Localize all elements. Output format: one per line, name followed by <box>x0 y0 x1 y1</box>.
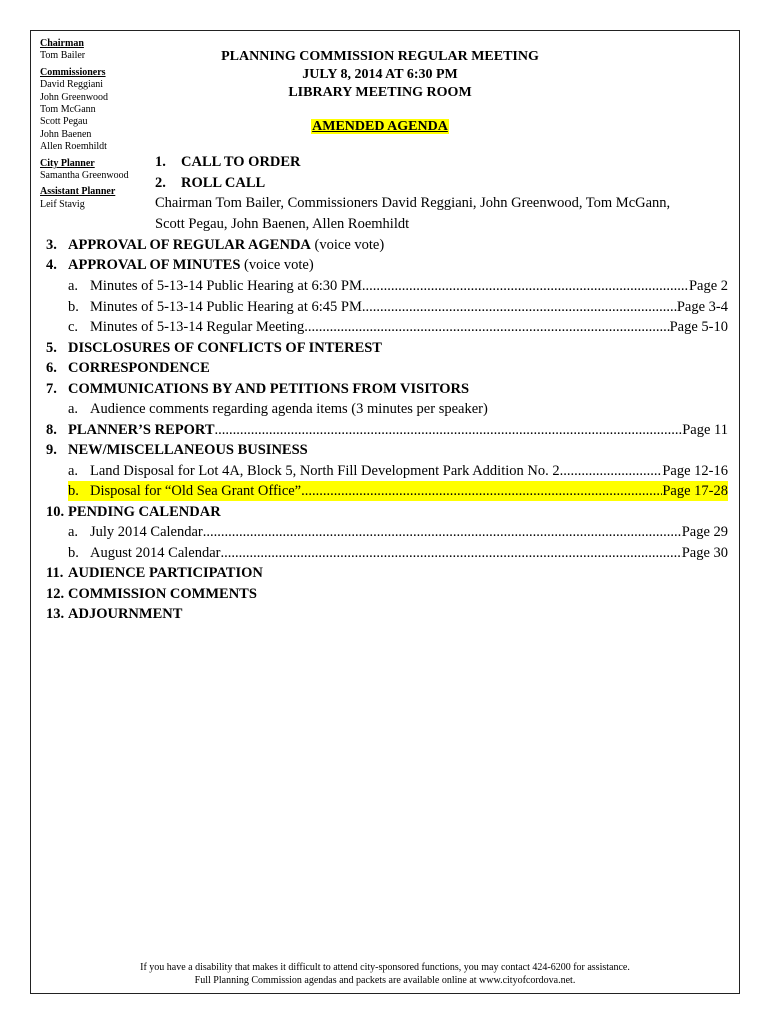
page-reference: Page 29 <box>681 524 728 540</box>
meeting-date: JULY 8, 2014 AT 6:30 PM <box>302 67 458 82</box>
roll-call-detail-line-1: Chairman Tom Bailer, Commissioners David Reggiani, John Greenwood, Tom McGann, <box>155 195 671 211</box>
commissioner-name: Allen Roemhildt <box>40 141 107 153</box>
page-reference: Page 30 <box>681 545 728 561</box>
agenda-item-planners-report: 8. PLANNER’S REPORT ..... Page 11 <box>46 420 728 440</box>
city-planner-name: Samantha Greenwood <box>40 170 129 182</box>
agenda-item-communications: 7. COMMUNICATIONS BY AND PETITIONS FROM VISITORS <box>46 381 470 397</box>
meeting-location: LIBRARY MEETING ROOM <box>288 85 472 100</box>
agenda-item-audience-participation: 11. AUDIENCE PARTICIPATION <box>46 565 263 581</box>
commissioner-name: John Baenen <box>40 128 92 140</box>
assistant-planner-label: Assistant Planner <box>40 186 116 198</box>
new-business-item-a: a. Land Disposal for Lot 4A, Block 5, North Fill Development Park Addition No. 2 ..... Page 12-16 <box>68 461 728 481</box>
agenda-item-roll-call: 2. ROLL CALL <box>155 175 266 191</box>
agenda-item-approval-agenda: 3. APPROVAL OF REGULAR AGENDA (voice vote) <box>46 237 385 253</box>
agenda-item-approval-minutes: 4. APPROVAL OF MINUTES (voice vote) <box>46 257 314 273</box>
communications-item-a: a. Audience comments regarding agenda items (3 minutes per speaker) <box>68 401 488 417</box>
minutes-item-c: c. Minutes of 5-13-14 Regular Meeting ..... Page 5-10 <box>68 317 728 337</box>
page-reference: Page 11 <box>682 422 728 438</box>
roll-call-detail-line-2: Scott Pegau, John Baenen, Allen Roemhildt <box>155 216 410 232</box>
agenda-item-call-to-order: 1. CALL TO ORDER <box>155 154 301 170</box>
meeting-header <box>180 48 580 102</box>
agenda-item-commission-comments: 12. COMMISSION COMMENTS <box>46 586 257 602</box>
agenda-item-adjournment: 13. ADJOURNMENT <box>46 606 183 622</box>
new-business-item-b-highlighted: b. Disposal for “Old Sea Grant Office” ..... Page 17-28 <box>68 481 728 501</box>
footer-notice <box>40 962 730 987</box>
commissioner-name: John Greenwood <box>40 91 109 103</box>
agenda-item-pending-calendar: 10. PENDING CALENDAR <box>46 504 221 520</box>
chairman-label: Chairman <box>40 38 84 49</box>
page-reference: Page 17-28 <box>662 483 728 499</box>
assistant-planner-name: Leif Stavig <box>40 198 85 210</box>
commissioner-name: Scott Pegau <box>40 116 88 128</box>
page-reference: Page 5-10 <box>669 319 728 335</box>
chairman-name: Tom Bailer <box>40 50 86 62</box>
agenda-item-correspondence: 6. CORRESPONDENCE <box>46 360 210 376</box>
page-reference: Page 12-16 <box>662 463 728 479</box>
minutes-item-b: b. Minutes of 5-13-14 Public Hearing at 6:45 PM ..... Page 3-4 <box>68 297 728 317</box>
calendar-item-a: a. July 2014 Calendar ..... Page 29 <box>68 522 728 542</box>
calendar-item-b: b. August 2014 Calendar ..... Page 30 <box>68 543 728 563</box>
commissioner-name: Tom McGann <box>40 104 96 116</box>
agenda-item-disclosures: 5. DISCLOSURES OF CONFLICTS OF INTEREST <box>46 340 382 356</box>
amended-agenda-label: AMENDED AGENDA <box>312 119 448 134</box>
agenda-item-new-business: 9. NEW/MISCELLANEOUS BUSINESS <box>46 442 308 458</box>
commissioners-label: Commissioners <box>40 66 106 78</box>
commission-roster <box>40 38 152 211</box>
page-reference: Page 3-4 <box>676 299 728 315</box>
page-reference: Page 2 <box>688 278 728 294</box>
meeting-title: PLANNING COMMISSION REGULAR MEETING <box>221 49 539 64</box>
footer-accessibility-note: If you have a disability that makes it difficult to attend city-sponsored functions, you may contact 424-6200 for assistance. <box>140 962 630 973</box>
footer-online-note: Full Planning Commission agendas and packets are available online at www.cityofcordova.net. <box>194 974 576 986</box>
commissioner-name: David Reggiani <box>40 79 104 91</box>
minutes-item-a: a. Minutes of 5-13-14 Public Hearing at 6:30 PM ..... Page 2 <box>68 276 728 296</box>
city-planner-label: City Planner <box>40 157 95 169</box>
amended-agenda-heading <box>180 118 580 136</box>
